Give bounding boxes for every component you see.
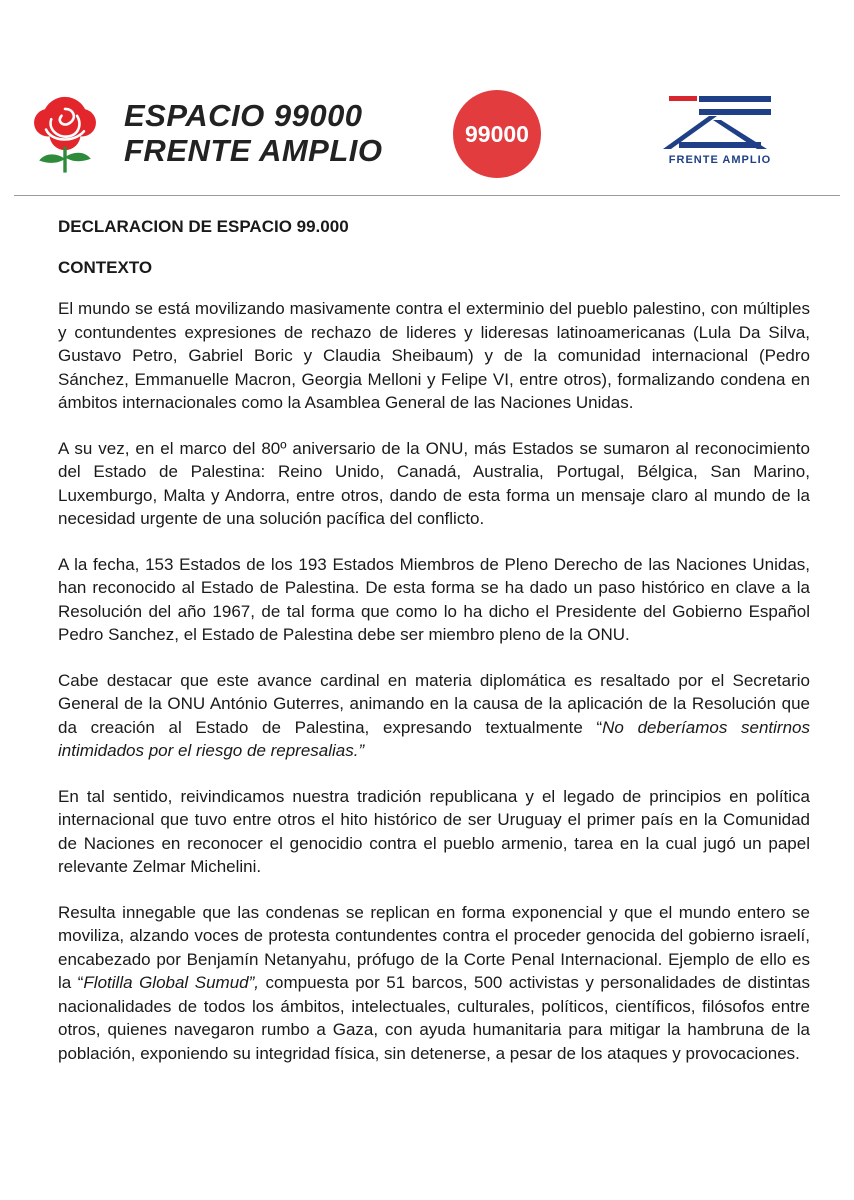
paragraph-4-text: Cabe destacar que este avance cardinal en materia diplomática es resaltado por el Secretario General de la ONU António Guterres, animando en la causa de la aplicación de la Resolución que da creación al Estado de Palestina, expresando textualmente “ xyxy=(58,670,810,737)
letterhead xyxy=(0,0,854,200)
paragraph-4 xyxy=(58,669,810,763)
paragraph-6 xyxy=(58,901,810,1066)
rose-logo-icon xyxy=(22,90,108,176)
paragraph-2: A su vez, en el marco del 80º aniversario de la ONU, más Estados se sumaron al reconocimiento del Estado de Palestina: Reino Unido, Canadá, Australia, Portugal, Bélgica, San Marino, Luxemburgo, Malta y Andorra, entre otros, dando de esta forma un mensaje claro al mundo de la necesidad urgente de una solución pacífica del conflicto. xyxy=(58,438,810,528)
brand-line-2: FRENTE AMPLIO xyxy=(124,133,383,168)
badge-99000 xyxy=(453,90,541,178)
brand-wordmark xyxy=(124,98,383,168)
paragraph-6-text-a: Resulta innegable que las condenas se replican en forma exponencial y que el mundo entero se moviliza, alzando voces de protesta contundentes contra el proceder genocida del gobierno israelí, encabezado por Benjamín Netanyahu, prófugo de la Corte Penal Internacional. Ejemplo de ello es la “ xyxy=(58,902,810,992)
badge-number: 99000 xyxy=(465,120,529,147)
paragraph-3: A la fecha, 153 Estados de los 193 Estados Miembros de Pleno Derecho de las Naciones Unidas, han reconocido al Estado de Palestina. De esta forma se ha dado un paso histórico en clave a la Resolución del año 1967, de tal forma que como lo ha dicho el Presidente del Gobierno Español Pedro Sanchez, el Estado de Palestina debe ser miembro pleno de la ONU. xyxy=(58,554,810,644)
section-heading: CONTEXTO xyxy=(58,258,153,277)
frente-amplio-logo-icon xyxy=(663,96,775,152)
paragraph-6-text-b: compuesta por 51 barcos, 500 activistas y personalidades de distintas nacionalidades de todos los ámbitos, intelectuales, culturales, políticos, científicos, filósofos entre otros, quienes navegaron rumbo a Gaza, con ayuda humanitaria para mitigar la hambruna de la población, exponiendo su integridad física, sin detenerse, a pesar de los ataques y provocaciones. xyxy=(58,973,810,1063)
document-title: DECLARACION DE ESPACIO 99.000 xyxy=(58,217,349,236)
paragraph-6-italic: Flotilla Global Sumud”, xyxy=(83,973,259,992)
paragraph-5: En tal sentido, reivindicamos nuestra tradición republicana y el legado de principios en política internacional que tuvo entre otros el hito histórico de ser Uruguay el primer país en la Comunidad de Naciones en reconocer el genocidio contra el pueblo armenio, tarea en la cual jugó un papel relevante Zelmar Michelini. xyxy=(58,786,810,876)
frente-amplio-logo-label: FRENTE AMPLIO xyxy=(668,154,772,166)
declaration-body xyxy=(58,215,810,1087)
paragraph-1: El mundo se está movilizando masivamente contra el exterminio del pueblo palestino, con múltiples y contundentes expresiones de rechazo de lideres y lideresas latinoamericanas (Lula Da Silva, Gustavo Petro, Gabriel Boric y Claudia Sheibaum) y de la comunidad internacional (Pedro Sánchez, Emmanuelle Macron, Georgia Melloni y Felipe VI, entre otros), formalizando condena en ámbitos internacionales como la Asamblea General de las Naciones Unidas. xyxy=(58,299,810,412)
header-divider xyxy=(14,195,840,196)
paragraph-4-quote: No deberíamos sentirnos intimidados por el riesgo de represalias.” xyxy=(58,717,810,760)
brand-line-1: ESPACIO 99000 xyxy=(124,98,363,133)
